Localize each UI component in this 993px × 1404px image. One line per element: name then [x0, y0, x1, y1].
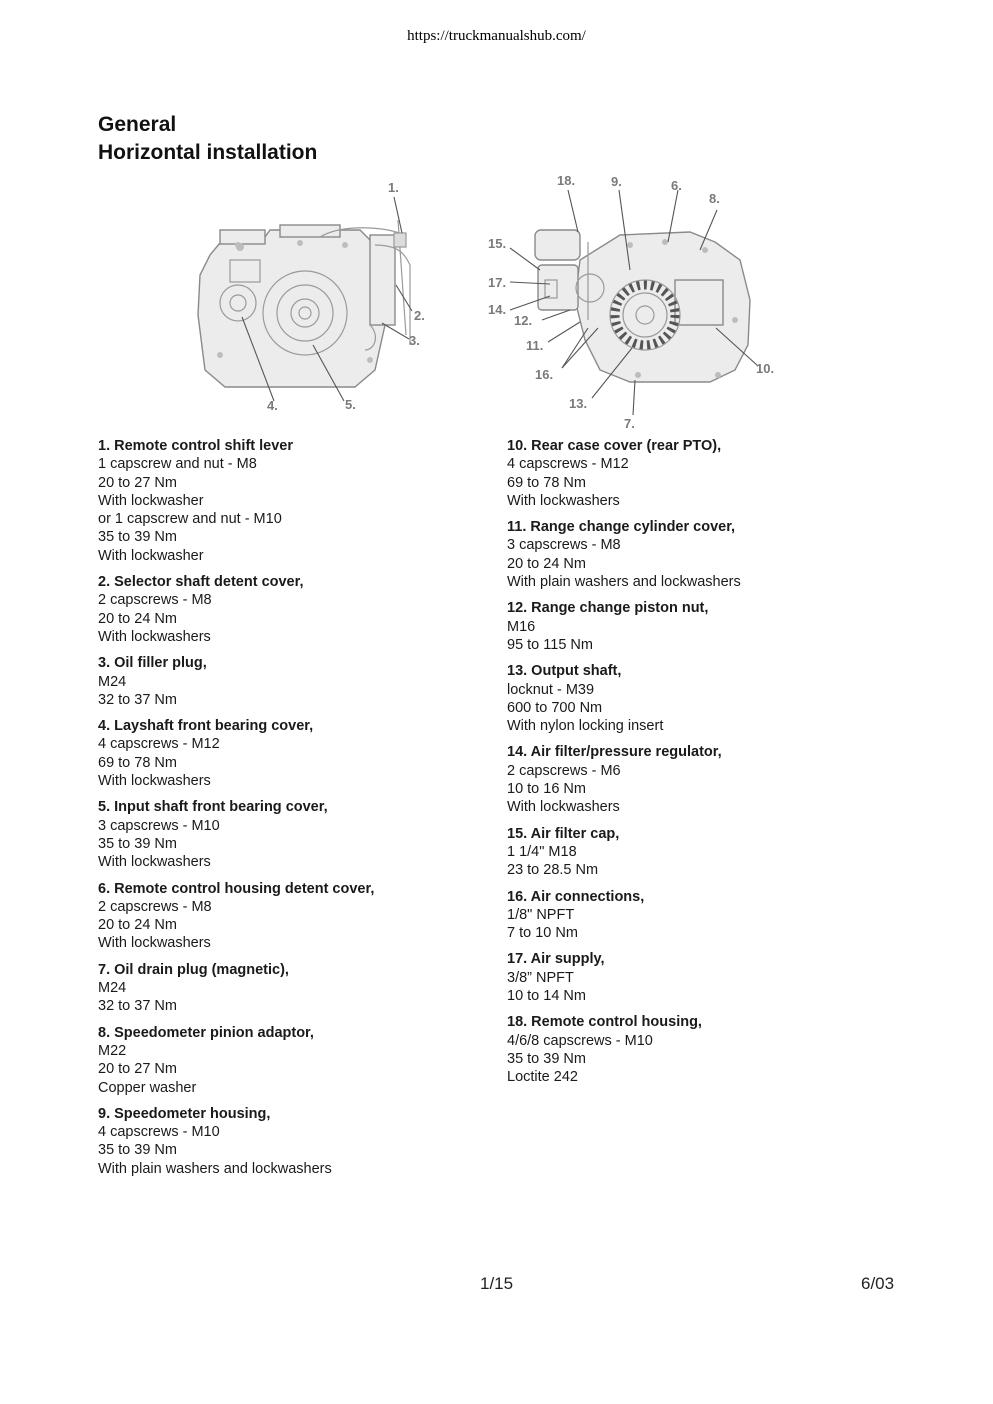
- torque-spec-item: [98, 573, 478, 646]
- torque-spec-item: [507, 518, 887, 591]
- item-detail-line: 2 capscrews - M6: [507, 762, 621, 779]
- item-detail-line: 69 to 78 Nm: [98, 754, 177, 771]
- item-detail-line: 4 capscrews - M10: [98, 1124, 220, 1141]
- torque-spec-item: [507, 743, 887, 816]
- torque-spec-item: [98, 880, 478, 953]
- callout-15: 15.: [488, 236, 507, 251]
- torque-spec-item: [507, 950, 887, 1005]
- callout-1: 1.: [388, 180, 399, 195]
- page-number: 1/15: [480, 1274, 514, 1293]
- callout-2: 2.: [414, 308, 425, 323]
- item-detail-line: With nylon locking insert: [507, 718, 664, 735]
- gearbox-front-view-figure: [180, 175, 450, 415]
- item-heading: 14. Air filter/pressure regulator,: [507, 744, 722, 761]
- torque-list-left: [98, 437, 478, 1186]
- item-detail-line: 1 capscrew and nut - M8: [98, 456, 257, 473]
- item-detail-line: With lockwashers: [98, 628, 211, 645]
- item-detail-line: 20 to 27 Nm: [98, 1061, 177, 1078]
- item-detail-line: M22: [98, 1042, 127, 1059]
- item-detail-line: With lockwasher: [98, 492, 204, 509]
- callout-14: 14.: [488, 302, 507, 317]
- torque-spec-item: [98, 1105, 478, 1178]
- item-detail-line: 4 capscrews - M12: [507, 456, 629, 473]
- item-detail-line: 4 capscrews - M12: [98, 736, 220, 753]
- item-heading: 3. Oil filler plug,: [98, 655, 207, 672]
- callout-16: 16.: [535, 367, 554, 382]
- item-detail-line: 3 capscrews - M10: [98, 817, 220, 834]
- callout-10: 10.: [756, 361, 775, 376]
- item-detail-line: 3/8” NPFT: [507, 969, 574, 986]
- item-detail-line: With lockwashers: [98, 935, 211, 952]
- gearbox-front-view-drawing: [180, 175, 450, 415]
- item-detail-line: 3 capscrews - M8: [507, 537, 621, 554]
- item-detail-line: Loctite 242: [507, 1069, 578, 1086]
- item-heading: 1. Remote control shift lever: [98, 438, 293, 454]
- item-detail-line: 23 to 28.5 Nm: [507, 862, 599, 879]
- callout-9: 9.: [611, 174, 622, 189]
- revision-date: 6/03: [861, 1274, 895, 1293]
- torque-spec-item: [98, 437, 478, 565]
- callout-6: 6.: [671, 178, 682, 193]
- section-subtitle: Horizontal installation: [98, 141, 318, 164]
- gearbox-rear-view-drawing: [480, 170, 820, 435]
- item-detail-line: 7 to 10 Nm: [507, 925, 578, 942]
- item-heading: 10. Rear case cover (rear PTO),: [507, 438, 722, 454]
- item-heading: 18. Remote control housing,: [507, 1014, 702, 1031]
- item-detail-line: 35 to 39 Nm: [98, 529, 177, 546]
- item-detail-line: 600 to 700 Nm: [507, 699, 603, 716]
- item-detail-line: With lockwasher: [98, 547, 204, 564]
- callout-13: 13.: [569, 396, 588, 411]
- item-detail-line: With lockwashers: [98, 773, 211, 790]
- item-detail-line: With plain washers and lockwashers: [98, 1160, 332, 1177]
- item-detail-line: 32 to 37 Nm: [98, 998, 177, 1015]
- callout-3: 3.: [409, 333, 420, 348]
- torque-spec-item: [507, 599, 887, 654]
- item-heading: 5. Input shaft front bearing cover,: [98, 799, 328, 816]
- item-detail-line: 10 to 16 Nm: [507, 781, 586, 798]
- item-detail-line: 20 to 27 Nm: [98, 474, 177, 491]
- item-detail-line: 1/8" NPFT: [507, 906, 575, 923]
- torque-spec-item: [98, 654, 478, 709]
- torque-spec-item: [507, 825, 887, 880]
- torque-spec-item: [507, 888, 887, 943]
- item-heading: 2. Selector shaft detent cover,: [98, 574, 304, 591]
- item-detail-line: 20 to 24 Nm: [507, 555, 586, 572]
- section-title: General: [98, 113, 177, 136]
- item-detail-line: 10 to 14 Nm: [507, 988, 586, 1005]
- item-heading: 4. Layshaft front bearing cover,: [98, 718, 314, 735]
- item-detail-line: With lockwashers: [507, 492, 620, 509]
- callout-11: 11.: [526, 338, 544, 353]
- item-heading: 16. Air connections,: [507, 888, 645, 905]
- item-detail-line: With lockwashers: [507, 799, 620, 816]
- item-detail-line: or 1 capscrew and nut - M10: [98, 511, 282, 528]
- item-detail-line: 69 to 78 Nm: [507, 474, 586, 491]
- item-heading: 7. Oil drain plug (magnetic),: [98, 961, 289, 978]
- torque-spec-item: [507, 662, 887, 735]
- torque-spec-item: [507, 437, 887, 510]
- item-detail-line: M16: [507, 618, 536, 635]
- item-detail-line: 35 to 39 Nm: [98, 1142, 177, 1159]
- item-detail-line: 2 capscrews - M8: [98, 898, 212, 915]
- torque-spec-item: [98, 717, 478, 790]
- gearbox-rear-view-figure: [480, 170, 820, 435]
- torque-spec-item: [98, 1024, 478, 1097]
- item-heading: 6. Remote control housing detent cover,: [98, 880, 375, 897]
- callout-17: 17.: [488, 275, 507, 290]
- item-heading: 12. Range change piston nut,: [507, 600, 709, 617]
- item-detail-line: Copper washer: [98, 1079, 197, 1096]
- item-heading: 15. Air filter cap,: [507, 825, 620, 842]
- item-detail-line: With plain washers and lockwashers: [507, 574, 741, 591]
- item-detail-line: 35 to 39 Nm: [98, 835, 177, 852]
- callout-7: 7.: [624, 416, 635, 431]
- callout-8: 8.: [709, 191, 720, 206]
- item-detail-line: M24: [98, 673, 127, 690]
- item-detail-line: 35 to 39 Nm: [507, 1050, 586, 1067]
- item-heading: 11. Range change cylinder cover,: [507, 519, 736, 536]
- torque-list-right: [507, 437, 887, 1095]
- callout-12: 12.: [514, 313, 533, 328]
- item-detail-line: 20 to 24 Nm: [98, 917, 177, 934]
- item-heading: 9. Speedometer housing,: [98, 1105, 271, 1122]
- item-detail-line: 1 1/4" M18: [507, 843, 577, 860]
- item-detail-line: M24: [98, 980, 127, 997]
- item-detail-line: 95 to 115 Nm: [507, 636, 593, 653]
- item-detail-line: 32 to 37 Nm: [98, 691, 177, 708]
- item-detail-line: 20 to 24 Nm: [98, 610, 177, 627]
- item-heading: 17. Air supply,: [507, 951, 605, 968]
- callout-4: 4.: [267, 398, 278, 413]
- item-heading: 13. Output shaft,: [507, 663, 622, 680]
- item-detail-line: 2 capscrews - M8: [98, 592, 212, 609]
- item-heading: 8. Speedometer pinion adaptor,: [98, 1024, 314, 1041]
- torque-spec-item: [98, 961, 478, 1016]
- item-detail-line: With lockwashers: [98, 854, 211, 871]
- item-detail-line: 4/6/8 capscrews - M10: [507, 1032, 653, 1049]
- torque-spec-item: [507, 1013, 887, 1086]
- torque-spec-item: [98, 798, 478, 871]
- item-detail-line: locknut - M39: [507, 681, 595, 698]
- callout-18: 18.: [557, 173, 576, 188]
- callout-5: 5.: [345, 397, 356, 412]
- source-url: https://truckmanualshub.com/: [407, 28, 586, 44]
